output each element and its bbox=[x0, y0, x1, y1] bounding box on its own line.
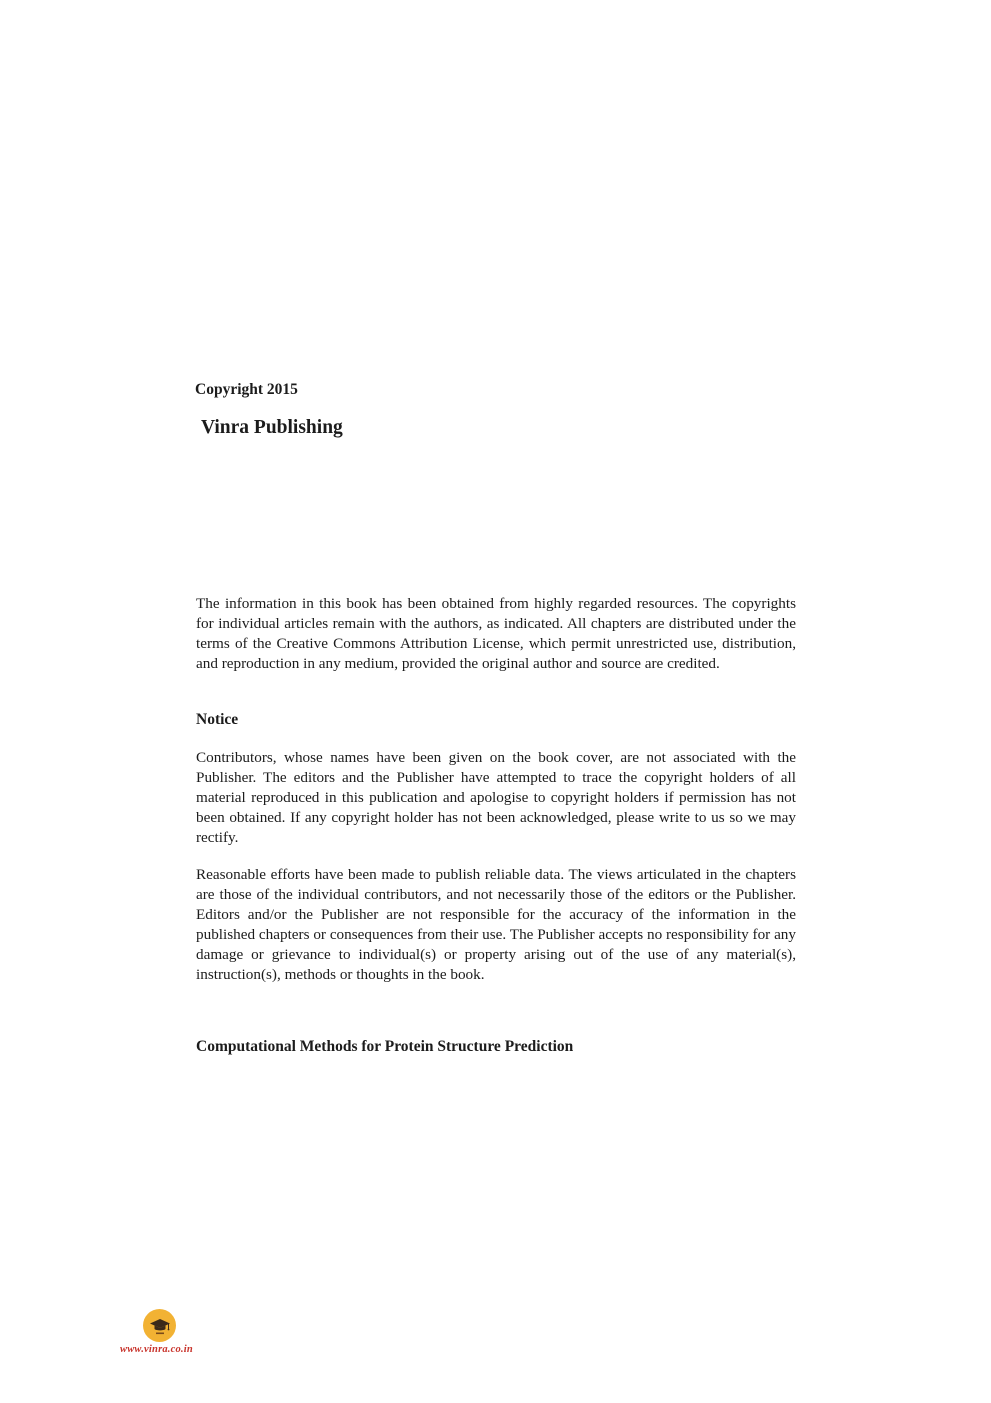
notice-heading: Notice bbox=[196, 711, 239, 728]
information-paragraph: The information in this book has been obtained from highly regarded resources. The copyrights for individual articles remain with the authors, as indicated. All chapters are distributed under the terms of the Creative Commons Attribution License, which permit unrestricted use, distribution, and reproduction in any medium, provided the original author and source are credited. bbox=[196, 595, 796, 672]
contributors-paragraph: Contributors, whose names have been given on the book cover, are not associated with the Publisher. The editors and the Publisher have attempted to trace the copyright holders of all material reproduced in this publication and apologise to copyright holders if permission has not been obtained. If any copyright holder has not been acknowledged, please write to us so we may rectify. bbox=[196, 749, 796, 846]
book-title: Computational Methods for Protein Structure Prediction bbox=[196, 1038, 574, 1055]
publisher-name: Vinra Publishing bbox=[201, 417, 343, 438]
publisher-logo bbox=[143, 1309, 176, 1342]
publisher-url: www.vinra.co.in bbox=[120, 1344, 193, 1355]
graduation-cap-icon bbox=[148, 1314, 172, 1338]
disclaimer-paragraph: Reasonable efforts have been made to publish reliable data. The views articulated in the chapters are those of the individual contributors, and not necessarily those of the editors or the Publisher. Editors and/or the Publisher are not responsible for the accuracy of the information in the published chapters or consequences from their use. The Publisher accepts no responsibility for any damage or grievance to individual(s) or property arising out of the use of any material(s), instruction(s), methods or thoughts in the book. bbox=[196, 866, 796, 983]
copyright-line: Copyright 2015 bbox=[195, 381, 298, 398]
